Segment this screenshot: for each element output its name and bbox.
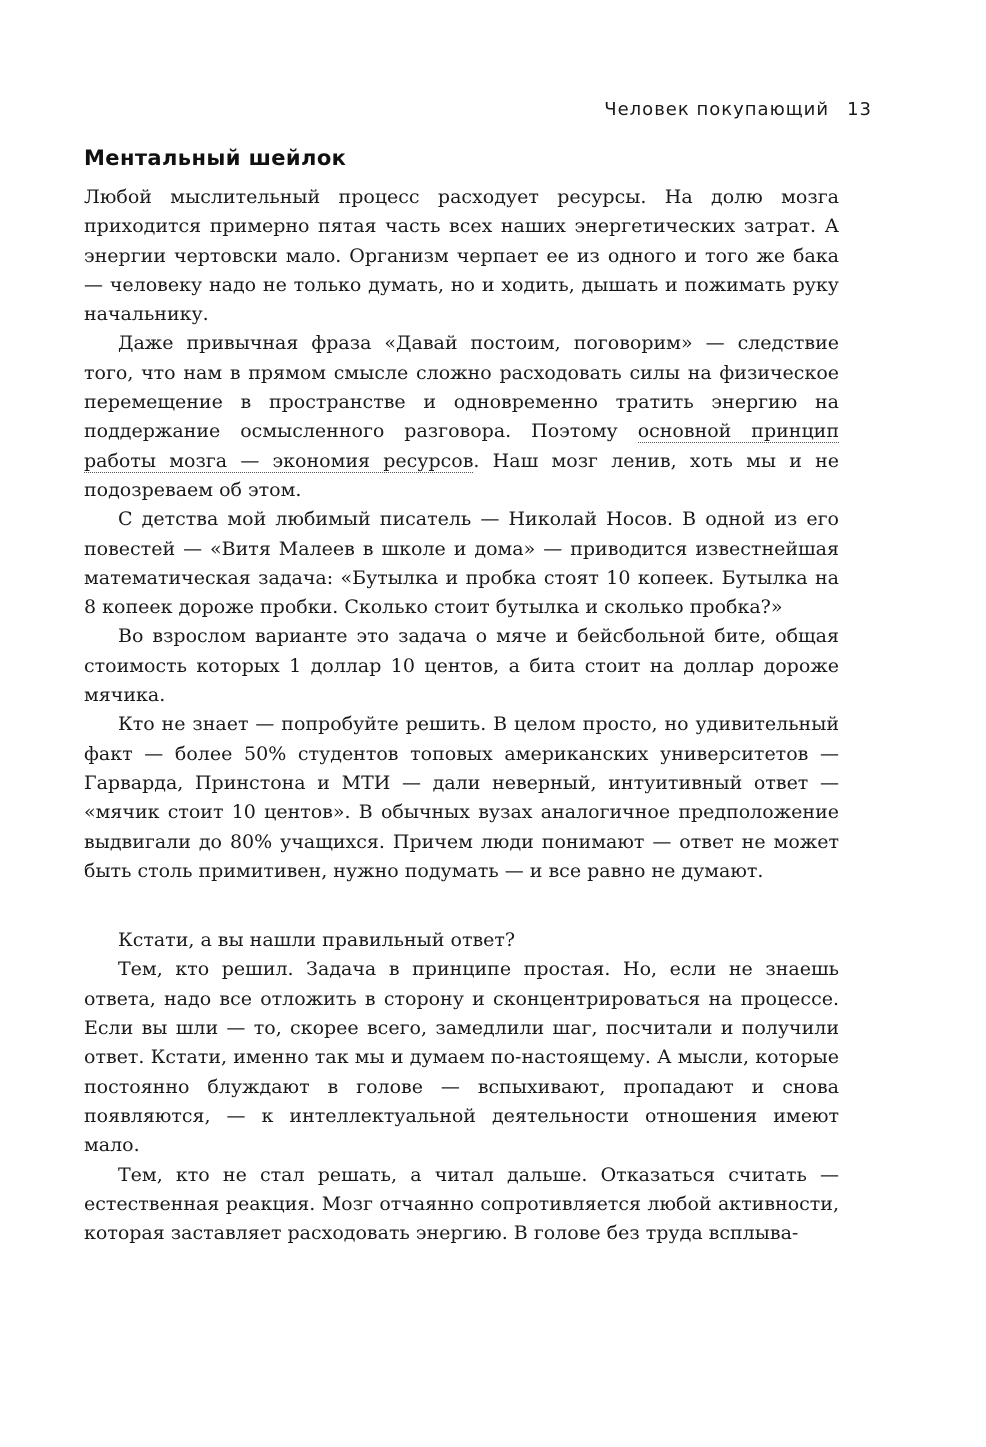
body-text [84, 183, 839, 1248]
paragraph-5: Кто не знает — попробуйте решить. В целом просто, но удивительный факт — более 50% студентов топовых американских университетов — Гарварда, Принстона и МТИ — дали неверный, интуитивный ответ — «мячик стоит 10 центов». В обычных вузах аналогичное предположение выдвигали до 80% учащихся. Причем люди понимают — ответ не может быть столь примитивен, нужно подумать — и все равно не думают. [84, 713, 839, 882]
paragraph-8: Тем, кто не стал решать, а читал дальше. Отказаться считать — естественная реакция. Мозг отчаянно сопротивляется любой активности, которая заставляет расходовать энергию. В голове без труда всплыва- [84, 1163, 839, 1245]
paragraph-3: С детства мой любимый писатель — Николай Носов. В одной из его повестей — «Витя Малеев в школе и дома» — приводится известнейшая математическая задача: «Бутылка и пробка стоят 10 копеек. Бутылка на 8 копеек дороже пробки. Сколько стоит бутылка и сколько пробка?» [84, 508, 839, 619]
running-head-title: Человек покупающий [604, 99, 830, 120]
paragraph-2-after: . Наш мозг ленив, хоть мы и не подозреваем об этом. [84, 449, 839, 501]
running-head [604, 99, 872, 120]
paragraph-4: Во взрослом варианте это задача о мяче и бейсбольной бите, общая стоимость которых 1 доллар 10 центов, а бита стоит на доллар дороже мячика. [84, 625, 839, 707]
paragraph-7: Тем, кто решил. Задача в принципе простая. Но, если не знаешь ответа, надо все отложить в сторону и сконцентрироваться на процессе. Если вы шли — то, скорее всего, замедлили шаг, посчитали и получили ответ. Кстати, именно так мы и думаем по-настоящему. А мысли, которые постоянно блуждают в голове — вспыхивают, пропадают и снова появляются, — к интеллектуальной деятельности отношения имеют мало. [84, 958, 839, 1157]
paragraph-1: Любой мыслительный процесс расходует ресурсы. На долю мозга приходится примерно пятая часть всех наших энергетических затрат. А энергии чертовски мало. Организм черпает ее из одного и того же бака — человеку надо не только думать, но и ходить, дышать и пожимать руку начальнику. [84, 186, 839, 326]
paragraph-6: Кстати, а вы нашли правильный ответ? [118, 929, 516, 952]
paragraph-2-before: Даже привычная фраза «Давай постоим, поговорим» — следствие того, что нам в прямом смысле сложно расходовать силы на физическое перемещение в пространстве и одновременно тратить энергию на поддержание осмысленного разговора. Поэтому [84, 332, 839, 443]
section-title: Ментальный шейлок [84, 146, 347, 170]
paragraph-2 [84, 329, 839, 505]
highlighted-phrase: основной принцип работы мозга — экономия ресурсов [84, 420, 839, 472]
page-number: 13 [847, 99, 872, 120]
